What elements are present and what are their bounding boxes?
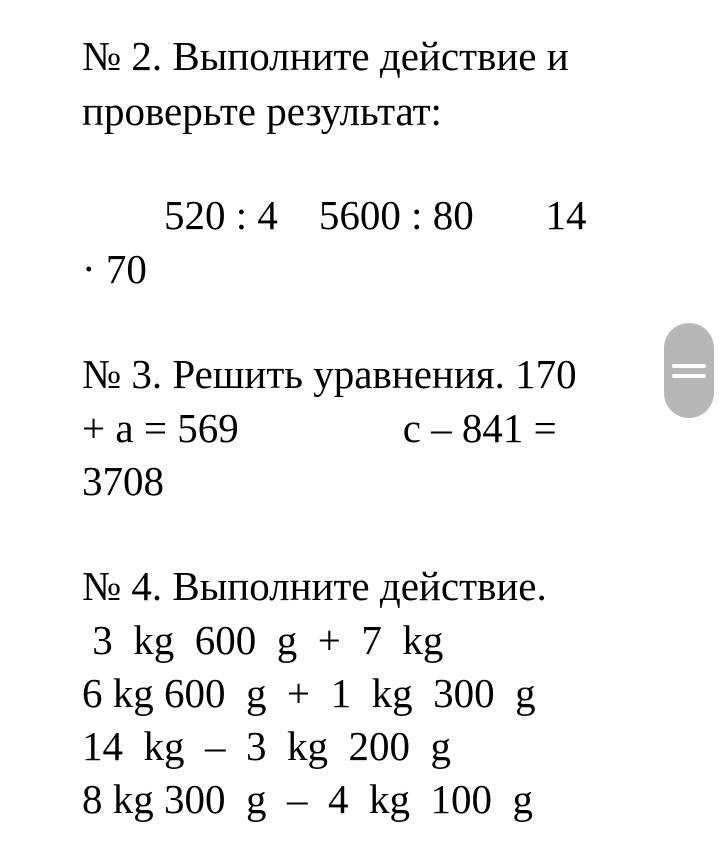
- task3-line2: + a = 569 c – 841 =: [82, 405, 557, 451]
- task2-heading-line2: проверьте результат:: [82, 88, 442, 134]
- task2-expressions-line1: 520 : 4 5600 : 80 14: [82, 192, 587, 238]
- task3-line3: 3708: [82, 458, 164, 504]
- task3-line1: № 3. Решить уравнения. 170: [82, 351, 577, 397]
- scroll-handle[interactable]: [664, 323, 714, 418]
- task2-heading-line1: № 2. Выполните действие и: [82, 33, 569, 79]
- task4-heading: № 4. Выполните действие.: [82, 563, 547, 609]
- task4-line4: 8 kg 300 g – 4 kg 100 g: [82, 776, 533, 822]
- task4-line1: 3 kg 600 g + 7 kg: [82, 617, 444, 663]
- task4-line2: 6 kg 600 g + 1 kg 300 g: [82, 670, 536, 716]
- task4-line3: 14 kg – 3 kg 200 g: [82, 723, 451, 769]
- drag-handle-icon: [672, 361, 706, 381]
- task2-expressions-line2: · 70: [82, 246, 147, 292]
